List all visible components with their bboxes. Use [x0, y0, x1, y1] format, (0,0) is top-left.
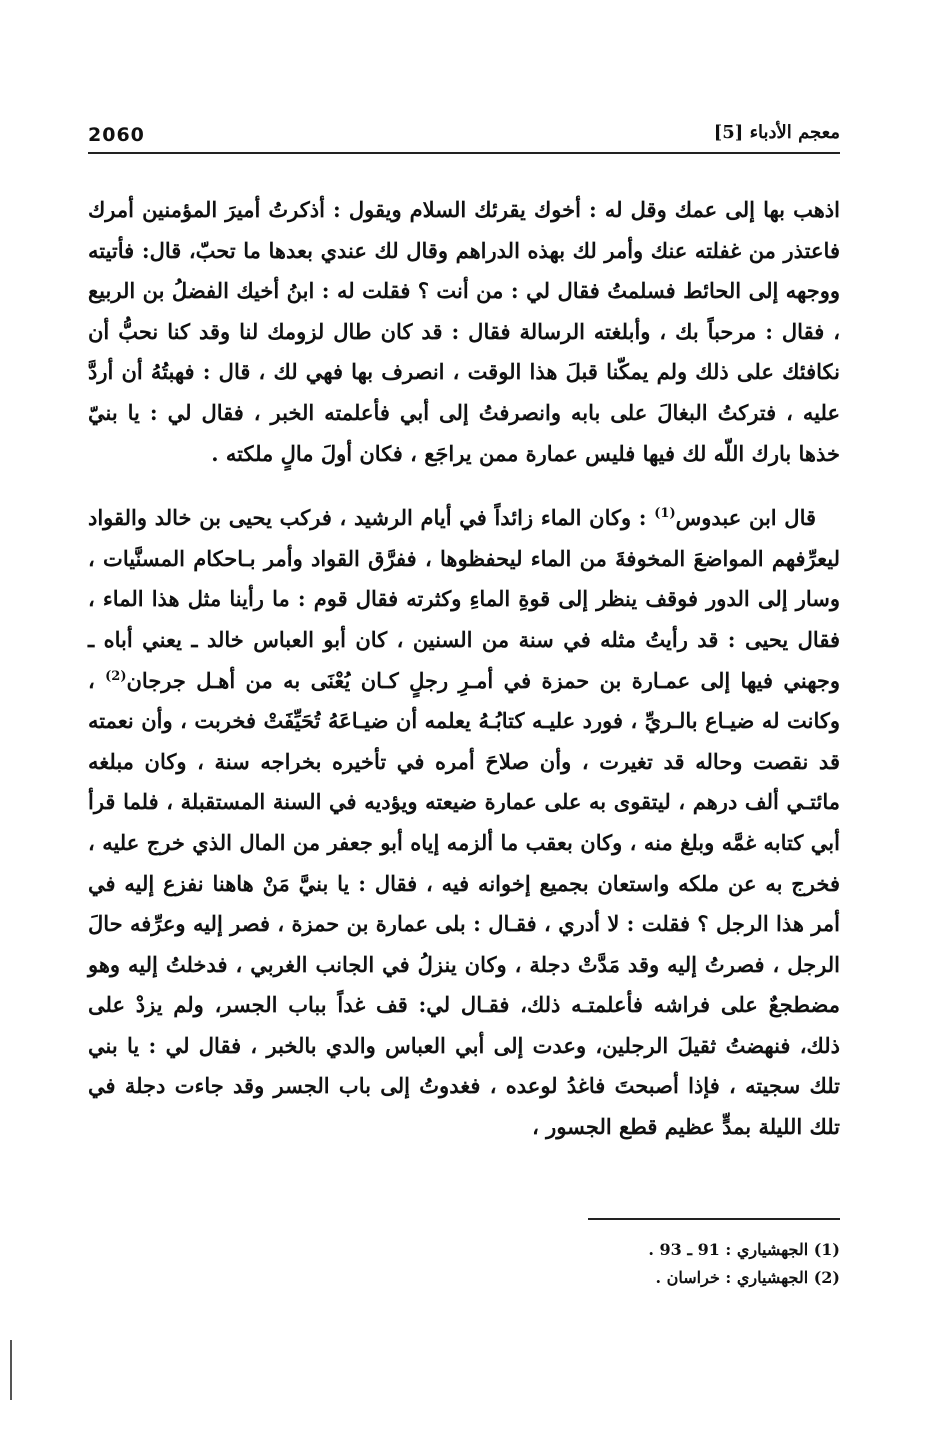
paragraph-2-part-a: قال ابن عبدوس	[675, 505, 817, 531]
page-header	[88, 118, 840, 154]
scan-edge-mark	[10, 1340, 12, 1400]
footnote-1: (1) الجهشياري : 91 ـ 93 .	[648, 1240, 840, 1259]
paragraph-2-part-c: ، وكانت له ضيـاع بالـريِّ ، فورد عليـه كتابُـهُ يعلمه أن ضيـاعَهُ تُحَيِّفَتْ فخربت ، وأن نعمته قد نقصت وحاله قد تغيرت ، وأن صلاحَ أمره في تأخيره بخراجه سنة ، وكان مبلغه مائتـي ألف درهم ، ليتقوى به على عمارة ضيعته ويؤديه في السنة المستقبلة ، فلما قرأ أبي كتابه غمَّه وبلغ منه ، وكان بعقب ما ألزمه إياه أبو جعفر من المال الذي خرج عليه ، فخرج به عن ملكه واستعان بجميع إخوانه فيه ، فقال : يا بنيَّ مَنْ هاهنا نفزع إليه في أمر هذا الرجل ؟ فقلت : لا أدري ، فقـال : بلى عمارة بن حمزة ، فصر إليه وعرِّفه حالَ الرجل ، فصرتُ إليه وقد مَدَّتْ دجلة ، وكان ينزلُ في الجانب الغربي ، فدخلتُ إليه وهو مضطجعٌ على فراشه فأعلمتـه ذلك، فقـال لي: قف غداً بباب الجسر، ولم يزدْ على ذلك، فنهضتُ ثقيلَ الرجلين، وعدت إلى أبي العباس والدي بالخبر ، فقال لي : يا بني تلك سجيته ، فإذا أصبحتَ فاغدُ لوعده ، فغدوتُ إلى باب الجسر وقد جاءت دجلة في تلك الليلة بمدٍّ عظيم قطع الجسور ،	[88, 667, 840, 1140]
running-title: معجم الأدباء [5]	[713, 122, 840, 143]
footnotes	[440, 1236, 840, 1292]
footnote-ref-1: (1)	[654, 506, 676, 522]
footnote-2: (2) الجهشياري : خراسان .	[655, 1268, 840, 1287]
footnote-ref-2: (2)	[105, 668, 127, 684]
paragraph-2	[88, 498, 840, 1148]
main-text	[88, 190, 840, 1148]
paragraph-1: اذهب بها إلى عمك وقل له : أخوك يقرئك السلام ويقول : أذكرتُ أميرَ المؤمنين أمرك فاعتذر من غفلته عنك وأمر لك بهذه الدراهم وقال لك عندي بعدها ما تحبّ، قال: فأتيته ووجهه إلى الحائط فسلمتُ فقال لي : من أنت ؟ فقلت له : ابنُ أخيك الفضلُ بن الربيع ، فقال : مرحباً بك ، وأبلغته الرسالة فقال : قد كان طال لزومك لنا وقد كنا نحبُّ أن نكافئك على ذلك ولم يمكّنا قبلَ هذا الوقت ، انصرف بها فهي لك ، قال : فهبتُهُ أن أردَّ عليه ، فتركتُ البغالَ على بابه وانصرفتُ إلى أبي فأعلمته الخبر ، فقال لي : يا بنيّ خذها بارك اللّه لك فيها فليس عمارة ممن يراجَع ، فكان أولَ مالٍ ملكته .	[88, 197, 840, 466]
footnote-divider	[588, 1218, 840, 1220]
paragraph-2-part-b: : وكان الماء زائداً في أيام الرشيد ، فركب يحيى بن خالد والقواد ليعرِّفهم المواضعَ المخوفةَ من الماء ليحفظوها ، ففرَّق القواد وأمر بـاحكام المسنَّيات ، وسار إلى الدور فوقف ينظر إلى قوةِ الماءِ وكثرته فقال قوم : ما رأينا مثل هذا الماء ، فقال يحيى : قد رأيتُ مثله في سنة من السنين ، كان أبو العباس خالد ـ يعني أباه ـ وجهني فيها إلى عمـارة بن حمزة في أمـرِ رجلٍ كـان يُعْنَى به من أهـل جرجان	[88, 505, 840, 693]
page-number: 2060	[88, 124, 145, 146]
